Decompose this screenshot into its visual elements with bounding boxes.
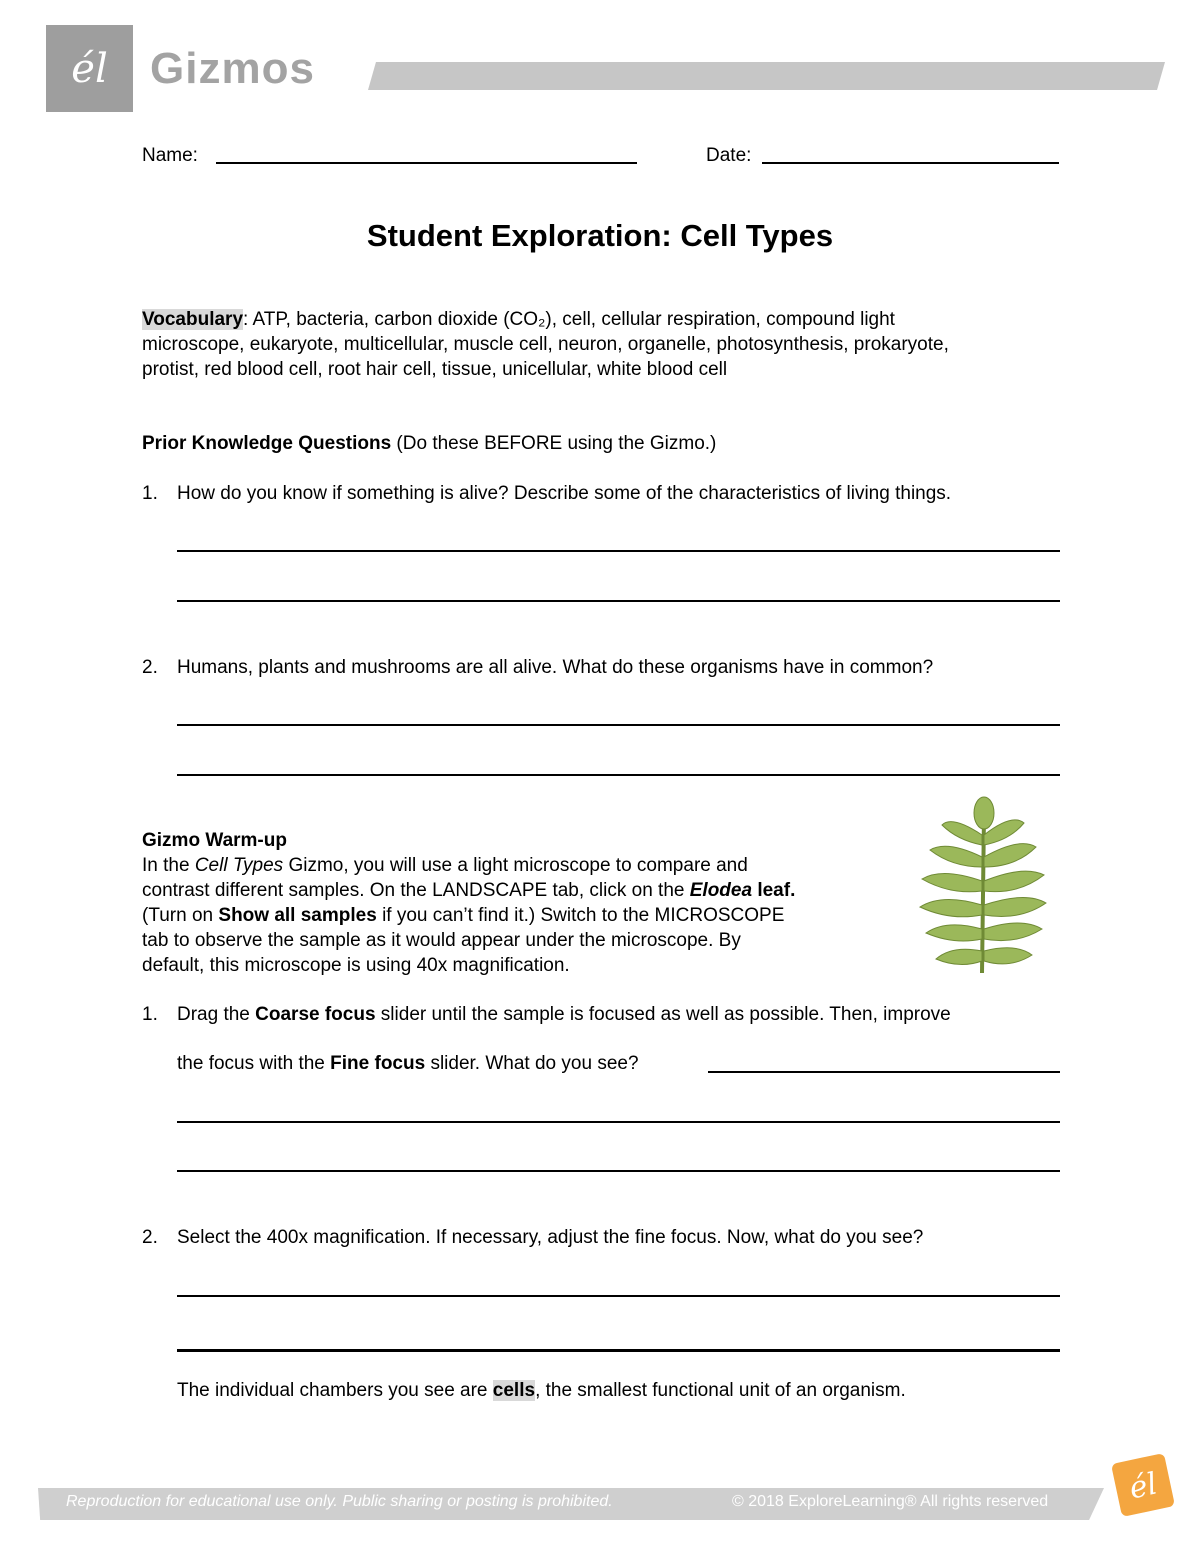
warmup-leaf: leaf bbox=[752, 880, 791, 901]
prior-q2-number: 2. bbox=[142, 657, 158, 678]
answer-line[interactable] bbox=[177, 600, 1060, 602]
warmup-q2-number: 2. bbox=[142, 1227, 158, 1248]
vocabulary-line-3: protist, red blood cell, root hair cell, tissue, unicellular, white blood cell bbox=[142, 359, 728, 380]
warmup-show-all: Show all samples bbox=[218, 905, 377, 926]
warmup-text: Gizmo, you will use a light microscope to compare and bbox=[283, 855, 748, 876]
warmup-q1-text: Drag the bbox=[177, 1004, 256, 1025]
cells-note-text: , the smallest functional unit of an organism. bbox=[535, 1380, 906, 1401]
coarse-focus-term: Coarse focus bbox=[255, 1004, 376, 1025]
fine-focus-term: Fine focus bbox=[330, 1053, 426, 1074]
warmup-period: . bbox=[790, 880, 796, 901]
warmup-q1-line-1 bbox=[177, 1002, 951, 1027]
explorelearning-logo-text: él bbox=[1126, 1466, 1161, 1507]
warmup-heading: Gizmo Warm-up bbox=[142, 830, 287, 851]
cells-term: cells bbox=[492, 1380, 536, 1401]
warmup-line-2 bbox=[142, 878, 795, 903]
gizmos-brand: Gizmos bbox=[150, 44, 315, 93]
warmup-line-4: tab to observe the sample as it would appear under the microscope. By bbox=[142, 930, 741, 951]
answer-line[interactable] bbox=[708, 1071, 1060, 1073]
header-bar bbox=[368, 62, 1165, 90]
vocabulary-label: Vocabulary bbox=[142, 309, 244, 330]
warmup-text: (Turn on bbox=[142, 905, 219, 926]
cells-note bbox=[177, 1378, 906, 1403]
warmup-line-1 bbox=[142, 853, 748, 878]
warmup-q1-text: slider. What do you see? bbox=[425, 1053, 639, 1074]
footer-disclaimer: Reproduction for educational use only. Public sharing or posting is prohibited. bbox=[66, 1493, 613, 1510]
warmup-line-3 bbox=[142, 903, 784, 928]
vocabulary-line-1 bbox=[142, 307, 895, 332]
vocabulary-text-1: : ATP, bacteria, carbon dioxide (CO₂), cell, cellular respiration, compound light bbox=[243, 309, 895, 330]
warmup-text: In the bbox=[142, 855, 195, 876]
warmup-q1-number: 1. bbox=[142, 1004, 158, 1025]
prior-q1-text: How do you know if something is alive? Describe some of the characteristics of living things. bbox=[177, 483, 952, 504]
warmup-q1-text: slider until the sample is focused as well as possible. Then, improve bbox=[375, 1004, 951, 1025]
elodea-plant-image bbox=[912, 795, 1052, 973]
answer-line[interactable] bbox=[177, 1121, 1060, 1123]
prior-q2-text: Humans, plants and mushrooms are all alive. What do these organisms have in common? bbox=[177, 657, 934, 678]
warmup-q2-text: Select the 400x magnification. If necessary, adjust the fine focus. Now, what do you see? bbox=[177, 1227, 924, 1248]
name-field[interactable] bbox=[216, 162, 637, 164]
warmup-q1-text: the focus with the bbox=[177, 1053, 331, 1074]
warmup-text: if you can’t find it.) Switch to the MICROSCOPE bbox=[376, 905, 785, 926]
footer-copyright: © 2018 ExploreLearning® All rights reserved bbox=[732, 1493, 1049, 1510]
vocabulary-line-2: microscope, eukaryote, multicellular, muscle cell, neuron, organelle, photosynthesis, prokaryote, bbox=[142, 334, 949, 355]
warmup-gizmo-name: Cell Types bbox=[194, 855, 284, 876]
logo-mark-text: él bbox=[71, 45, 108, 92]
prior-heading bbox=[142, 431, 716, 456]
date-field[interactable] bbox=[762, 162, 1059, 164]
answer-line[interactable] bbox=[177, 774, 1060, 776]
explorelearning-logo-icon bbox=[1108, 1450, 1178, 1520]
name-label: Name: bbox=[142, 145, 198, 166]
warmup-elodea: Elodea bbox=[689, 880, 753, 901]
date-label: Date: bbox=[706, 145, 752, 166]
answer-line[interactable] bbox=[177, 724, 1060, 726]
warmup-line-5: default, this microscope is using 40x magnification. bbox=[142, 955, 570, 976]
cells-note-text: The individual chambers you see are bbox=[177, 1380, 493, 1401]
prior-heading-bold: Prior Knowledge Questions bbox=[142, 433, 392, 454]
gizmos-logo-mark bbox=[46, 25, 133, 112]
warmup-text: contrast different samples. On the LANDSCAPE tab, click on the bbox=[142, 880, 690, 901]
prior-q1-number: 1. bbox=[142, 483, 158, 504]
warmup-q1-line-2 bbox=[177, 1051, 639, 1076]
answer-line[interactable] bbox=[177, 550, 1060, 552]
answer-line[interactable] bbox=[177, 1295, 1060, 1297]
answer-line[interactable] bbox=[177, 1349, 1060, 1352]
page-title: Student Exploration: Cell Types bbox=[366, 218, 834, 253]
answer-line[interactable] bbox=[177, 1170, 1060, 1172]
prior-heading-note: (Do these BEFORE using the Gizmo.) bbox=[391, 433, 717, 454]
